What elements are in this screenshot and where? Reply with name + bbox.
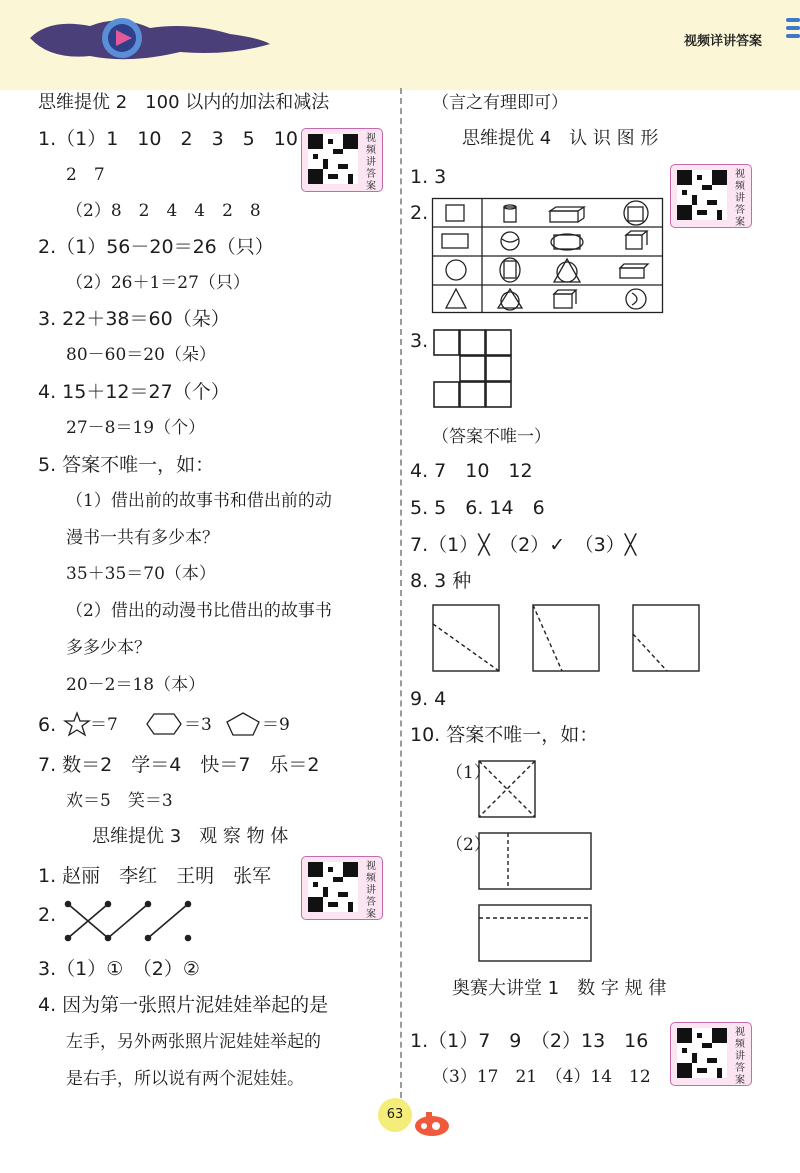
- qr-code-icon: [308, 134, 358, 184]
- answer-line: （1）借出前的故事书和借出前的动: [66, 491, 332, 511]
- answer-line: （答案不唯一）: [432, 427, 551, 447]
- qr-code-icon: [308, 862, 358, 912]
- answer-line: 7. 数＝2 学＝4 快＝7 乐＝2: [38, 754, 320, 776]
- qr-label: 视频讲答案: [735, 169, 745, 228]
- qr-label: 视频讲答案: [366, 861, 376, 920]
- answer-number: 2.: [38, 904, 57, 926]
- answer-line: 80－60＝20（朵）: [66, 345, 216, 365]
- video-answer-tag: 视频详讲答案: [683, 34, 762, 49]
- answer-line: 4. 15＋12＝27（个）: [38, 381, 230, 403]
- answer-line: 1. 3: [410, 166, 447, 188]
- square-diagonals: [478, 760, 538, 820]
- qr-label: 视频讲答案: [735, 1027, 745, 1086]
- answer-line: 欢＝5 笑＝3: [66, 791, 173, 811]
- answer-number: 2.: [410, 202, 429, 224]
- qr-code[interactable]: [301, 128, 383, 192]
- page-number: 63: [378, 1098, 412, 1132]
- rectangle-split-horizontal: [478, 904, 594, 964]
- answer-line: （3）17 21 （4）14 12: [432, 1067, 651, 1087]
- answer-line: 1. 赵丽 李红 王明 张军: [38, 865, 272, 887]
- answer-number: 6.: [38, 714, 57, 736]
- answer-line: 5. 5 6. 14 6: [410, 497, 545, 519]
- answer-line: （2）8 2 4 4 2 8: [66, 201, 261, 221]
- answer-line: 35＋35＝70（本）: [66, 564, 216, 584]
- answer-number: 3.: [410, 330, 429, 352]
- submarine-icon: [412, 1104, 452, 1140]
- answer-line: 9. 4: [410, 688, 447, 710]
- answer-line: 1.（1）7 9 （2）13 16: [410, 1030, 649, 1052]
- pentagon-value: ＝9: [262, 715, 290, 735]
- side-stripes: [786, 14, 800, 42]
- qr-code[interactable]: [301, 856, 383, 920]
- answer-line: 多多少本？: [66, 638, 151, 658]
- qr-label: 视频讲答案: [366, 133, 376, 192]
- section-title-3: 思维提优 3 观 察 物 体: [92, 826, 289, 847]
- star-value: ＝7: [90, 715, 118, 735]
- answer-line: 7.（1）╳ （2）✓ （3）╳: [410, 534, 637, 556]
- answer-line: 2.（1）56－20＝26（只）: [38, 236, 274, 258]
- answer-line: 3. 22＋38＝60（朵）: [38, 308, 230, 330]
- answer-line: （言之有理即可）: [432, 93, 568, 113]
- qr-code-icon: [677, 1028, 727, 1078]
- answer-line: （2）借出的动漫书比借出的故事书: [66, 601, 332, 621]
- hexagon-value: ＝3: [184, 715, 212, 735]
- answer-line: 2 7: [66, 165, 105, 185]
- answer-line: 5. 答案不唯一，如：: [38, 454, 215, 476]
- qr-code-icon: [677, 170, 727, 220]
- answer-line: 8. 3 种: [410, 570, 472, 592]
- answer-line: 3.（1）① （2）②: [38, 958, 200, 980]
- qr-code[interactable]: [670, 1022, 752, 1086]
- star-icon: [64, 712, 90, 736]
- answer-label: （1）: [446, 763, 491, 783]
- qr-code[interactable]: [670, 164, 752, 228]
- pentagon-icon: [226, 712, 260, 736]
- answer-line: （2）26＋1＝27（只）: [66, 273, 250, 293]
- answer-line: 漫书一共有多少本？: [66, 528, 219, 548]
- column-divider: [400, 88, 402, 1098]
- answer-line: 是右手，所以说有两个泥娃娃。: [66, 1069, 304, 1089]
- answer-line: 27－8＝19（个）: [66, 418, 206, 438]
- section-title-2: 思维提优 2 100 以内的加法和减法: [38, 92, 330, 113]
- banner-decoration: [30, 8, 270, 68]
- section-title-5: 奥赛大讲堂 1 数 字 规 律: [452, 978, 667, 999]
- square-figure: [432, 328, 516, 410]
- answer-label: （2）: [446, 835, 491, 855]
- answer-line: 1.（1）1 10 2 3 5 10: [38, 128, 298, 150]
- answer-line: 20－2＝18（本）: [66, 675, 206, 695]
- matching-lines: [64, 900, 194, 944]
- shape-table: [432, 198, 664, 314]
- rectangle-split-vertical: [478, 832, 594, 892]
- answer-line: 10. 答案不唯一，如：: [410, 724, 599, 746]
- section-title-4: 思维提优 4 认 识 图 形: [462, 128, 659, 149]
- cut-squares: [432, 604, 702, 674]
- answer-line: 左手，另外两张照片泥娃娃举起的: [66, 1032, 321, 1052]
- answer-line: 4. 7 10 12: [410, 460, 533, 482]
- answer-line: 4. 因为第一张照片泥娃娃举起的是: [38, 994, 329, 1016]
- hexagon-icon: [146, 712, 182, 736]
